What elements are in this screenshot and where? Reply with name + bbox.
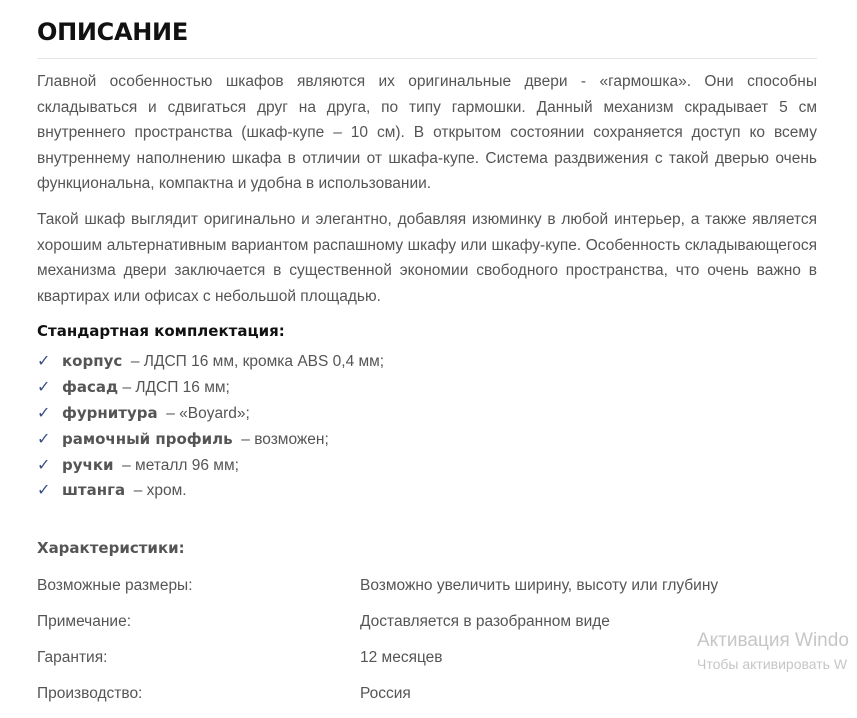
equipment-item-name: ручки (62, 455, 114, 474)
equipment-item (37, 480, 817, 506)
checkmark-icon: ✓ (37, 377, 51, 397)
equipment-item-value: – «Boyard»; (157, 404, 250, 422)
watermark-title: Активация Windo (697, 630, 849, 651)
checkmark-icon: ✓ (37, 351, 51, 371)
equipment-item-name: фасад (62, 378, 119, 397)
spec-row (37, 676, 817, 712)
checkmark-icon: ✓ (37, 402, 51, 422)
equipment-item-name: фурнитура (62, 403, 158, 422)
spec-label: Гарантия: (37, 649, 108, 667)
description-paragraph: Такой шкаф выглядит оригинально и элегантно, добавляя изюминку в любой интерьер, а также является хорошим альтернативным вариантом распашному шкафу или шкафу-купе. Особенность складывающегося механизма двери заключается в существенной экономии свободного пространства, что очень важно в квартирах или офисах с небольшой площадью. (37, 210, 817, 305)
equipment-item-value: – ЛДСП 16 мм; (118, 379, 230, 397)
description-paragraph: Главной особенностью шкафов являются их оригинальные двери - «гармошка». Они способны складываться и сдвигаться друг на друга, по типу гармошки. Данный механизм скрадывает 5 см внутреннего пространства (шкаф-купе – 10 см). В открытом состоянии сохраняется доступ ко всему внутреннему наполнению шкафа в отличии от шкафа-купе. Система раздвижения с такой дверью очень функциональна, компактна и удобна в использовании. (37, 73, 817, 193)
watermark-subtitle: Чтобы активировать W (697, 656, 848, 672)
equipment-item-value: – хром. (125, 482, 187, 500)
checkmark-icon: ✓ (37, 454, 51, 474)
spec-row (37, 568, 817, 604)
spec-value: Россия (360, 685, 411, 703)
spec-value: Возможно увеличить ширину, высоту или глубину (360, 577, 719, 595)
equipment-item-value: – возможен; (232, 430, 329, 448)
equipment-item-name: корпус (62, 352, 123, 371)
equipment-item (37, 351, 817, 377)
description-title: ОПИСАНИЕ (37, 18, 188, 46)
checkmark-icon: ✓ (37, 428, 51, 448)
spec-label: Возможные размеры: (37, 577, 193, 595)
equipment-item-name: рамочный профиль (62, 429, 233, 448)
equipment-list (37, 351, 817, 506)
checkmark-icon: ✓ (37, 480, 51, 500)
equipment-item (37, 455, 817, 481)
equipment-item-value: – металл 96 мм; (113, 456, 239, 474)
equipment-item-name: штанга (62, 481, 126, 500)
specs-heading: Характеристики: (37, 539, 185, 558)
title-divider (37, 58, 817, 59)
equipment-item (37, 429, 817, 455)
spec-value: Доставляется в разобранном виде (360, 613, 610, 631)
windows-activation-watermark (697, 629, 857, 674)
spec-label: Примечание: (37, 613, 132, 631)
spec-value: 12 месяцев (360, 649, 443, 667)
spec-label: Производство: (37, 685, 143, 703)
equipment-item (37, 403, 817, 429)
equipment-item-value: – ЛДСП 16 мм, кромка ABS 0,4 мм; (122, 353, 385, 371)
product-description (37, 14, 817, 712)
equipment-item (37, 377, 817, 403)
equipment-heading: Стандартная комплектация: (37, 322, 285, 341)
